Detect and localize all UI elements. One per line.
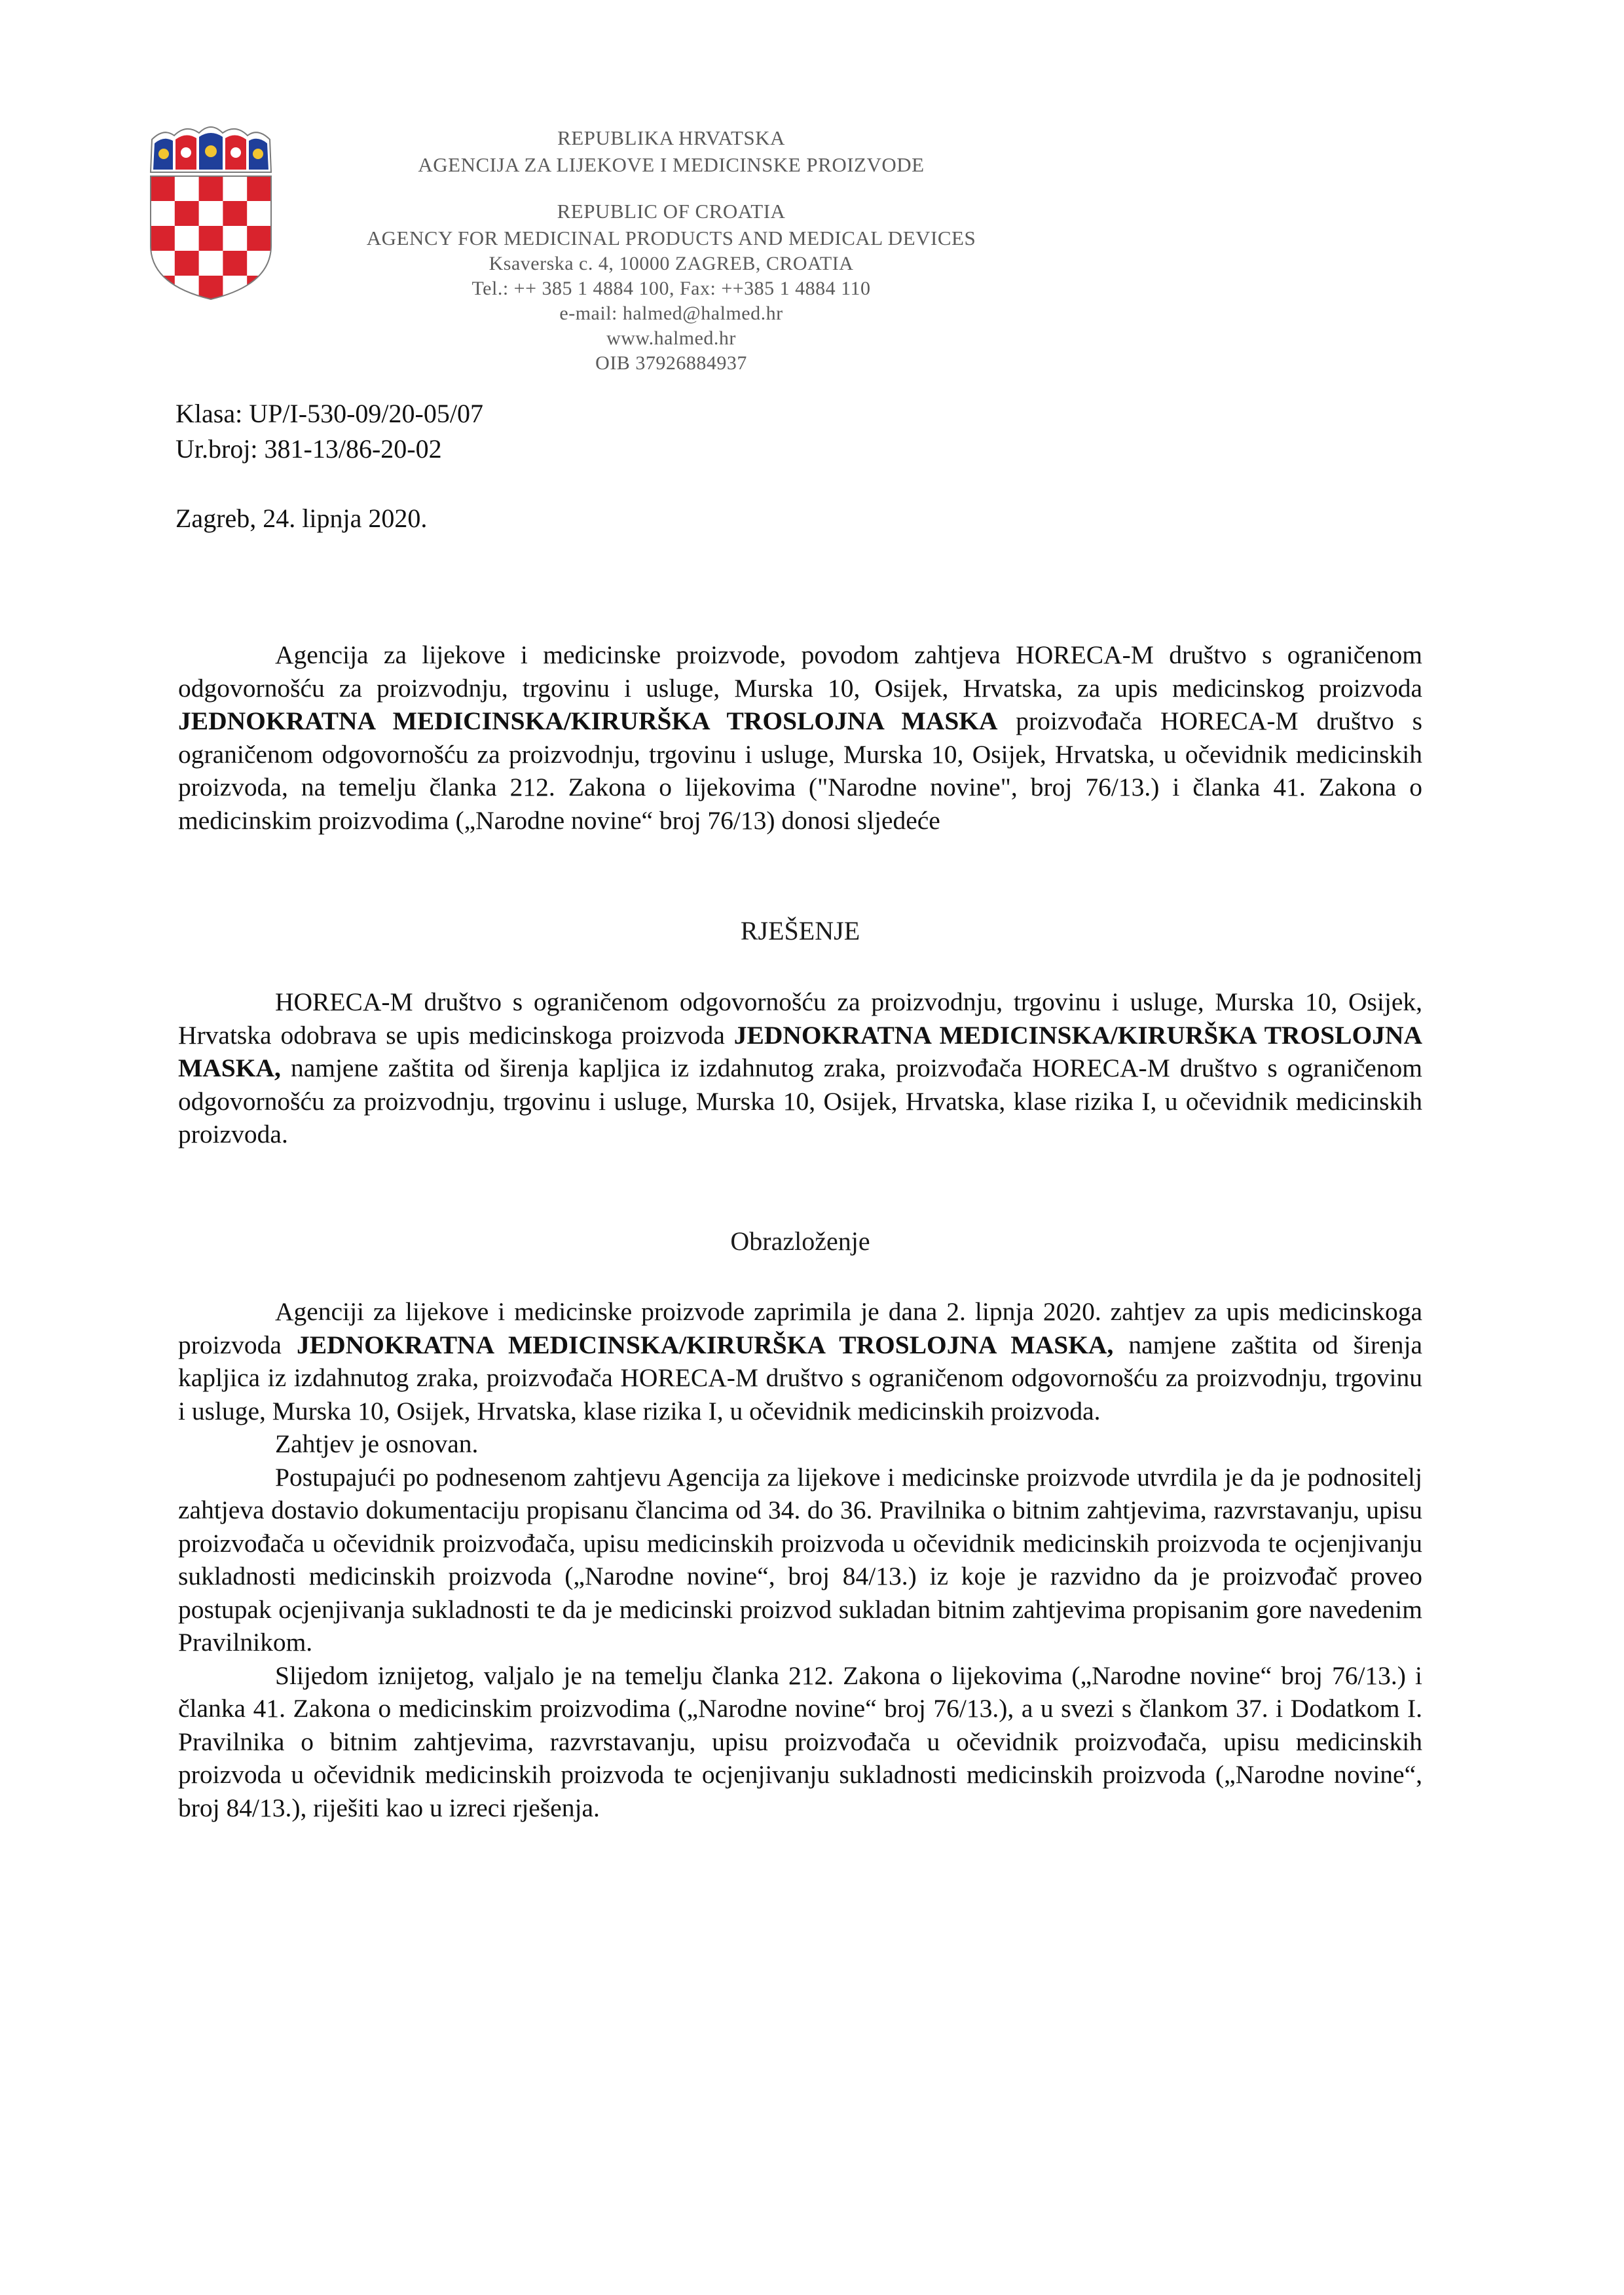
reasoning-paragraph-2: Zahtjev je osnovan. (275, 1429, 479, 1458)
decision-product-name: JEDNOKRATNA MEDICINSKA/KIRURŠKA TROSLOJNA MASKA, (178, 1020, 1423, 1082)
letterhead-country: REPUBLIKA HRVATSKA (557, 126, 785, 149)
intro-section (178, 638, 1422, 837)
reasoning-section (178, 1295, 1422, 1824)
intro-product-name: JEDNOKRATNA MEDICINSKA/KIRURŠKA TROSLOJNA MASKA (178, 707, 998, 735)
letterhead (295, 124, 1048, 376)
urbroj: Ur.broj: 381-13/86-20-02 (175, 434, 442, 464)
reasoning-text-1: Agenciji za lijekove i medicinske proizvode zaprimila je dana 2. lipnja 2020. zahtjev za upis medicinskoga proizvoda (178, 1297, 1422, 1359)
reasoning-text-2: namjene zaštita od širenja kapljica iz izdahnutog zraka, proizvođača HORECA-M društvo s ograničenom odgovornošću za proizvodnju, trgovinu i usluge, Murska 10, Osijek, Hrvatska, klase rizika I, u očevidnik medicinskih proizvoda. (178, 1330, 1422, 1425)
checkerboard-shield (151, 176, 271, 301)
reasoning-heading: Obrazloženje (730, 1226, 870, 1256)
letterhead-email: e-mail: halmed@halmed.hr (559, 303, 783, 324)
decision-heading: RJEŠENJE (740, 916, 860, 946)
reasoning-paragraph-1 (178, 1295, 1422, 1427)
decision-paragraph (178, 985, 1422, 1151)
intro-text-2: proizvođača HORECA-M društvo s ograničenom odgovornošću za proizvodnju, trgovinu i usluge, Murska 10, Osijek, Hrvatska, u očevidnik medicinskih proizvoda, na temelju članka 212. Zakona o lijekovima ("Narodne novine", broj 76/13.) i članka 41. Zakona o medicinskim proizvodima („Narodne novine“ broj 76/13) donosi sljedeće (178, 707, 1422, 835)
reasoning-product-name: JEDNOKRATNA MEDICINSKA/KIRURŠKA TROSLOJNA MASKA, (296, 1330, 1114, 1359)
letterhead-web: www.halmed.hr (606, 327, 736, 349)
klasa: Klasa: UP/I-530-09/20-05/07 (175, 399, 483, 428)
intro-paragraph (178, 638, 1422, 837)
decision-text-1: HORECA-M društvo s ograničenom odgovornošću za proizvodnju, trgovinu i usluge, Murska 10, Osijek, Hrvatska odobrava se upis medicinskoga proizvoda (178, 987, 1422, 1050)
letterhead-agency: AGENCIJA ZA LIJEKOVE I MEDICINSKE PROIZVODE (418, 153, 925, 176)
letterhead-phone: Tel.: ++ 385 1 4884 100, Fax: ++385 1 4884 110 (471, 278, 871, 299)
document-date: Zagreb, 24. lipnja 2020. (175, 504, 428, 533)
letterhead-address: Ksaverska c. 4, 10000 ZAGREB, CROATIA (489, 253, 854, 274)
decision-section (178, 985, 1422, 1151)
intro-text-1: Agencija za lijekove i medicinske proizvode, povodom zahtjeva HORECA-M društvo s ograničenom odgovornošću za proizvodnju, trgovinu i usluge, Murska 10, Osijek, Hrvatska, za upis medicinskog proizvoda (178, 640, 1422, 703)
letterhead-oib: OIB 37926884937 (595, 352, 747, 374)
reference-block (175, 396, 483, 467)
reasoning-paragraph-3: Postupajući po podnesenom zahtjevu Agencija za lijekove i medicinske proizvode utvrdila je da je podnositelj zahtjeva dostavio dokumentaciju propisanu člancima od 34. do 36. Pravilnika o bitnim zahtjevima, razvrstavanju, upisu proizvođača u očevidnik proizvođača, upisu medicinskih proizvoda u očevidnik medicinskih proizvoda te ocjenjivanju sukladnosti medicinskih proizvoda („Narodne novine“, broj 84/13.) iz koje je razvidno da je proizvođač proveo postupak ocjenjivanja sukladnosti te da je medicinski proizvod sukladan bitnim zahtjevima propisanim gore navedenim Pravilnikom. (178, 1462, 1422, 1657)
decision-text-2: namjene zaštita od širenja kapljica iz izdahnutog zraka, proizvođača HORECA-M društvo s ograničenom odgovornošću za proizvodnju, trgovinu i usluge, Murska 10, Osijek, Hrvatska, klase rizika I, u očevidnik medicinskih proizvoda. (178, 1054, 1422, 1148)
letterhead-agency-en: AGENCY FOR MEDICINAL PRODUCTS AND MEDICAL DEVICES (366, 227, 976, 249)
reasoning-paragraph-4: Slijedom iznijetog, valjalo je na temelju članka 212. Zakona o lijekovima („Narodne novine“ broj 76/13.) i članka 41. Zakona o medicinskim proizvodima („Narodne novine“ broj 76/13.), a u svezi s člankom 37. i Dodatkom I. Pravilnika o bitnim zahtjevima, razvrstavanju, upisu proizvođača u očevidnik proizvođača, upisu medicinskih proizvoda u očevidnik medicinskih proizvoda te ocjenjivanju sukladnosti medicinskih proizvoda („Narodne novine“, broj 84/13.), riješiti kao u izreci rješenja. (178, 1661, 1422, 1822)
letterhead-country-en: REPUBLIC OF CROATIA (557, 200, 786, 223)
crown (151, 127, 271, 172)
croatian-coat-of-arms-icon (145, 121, 276, 301)
